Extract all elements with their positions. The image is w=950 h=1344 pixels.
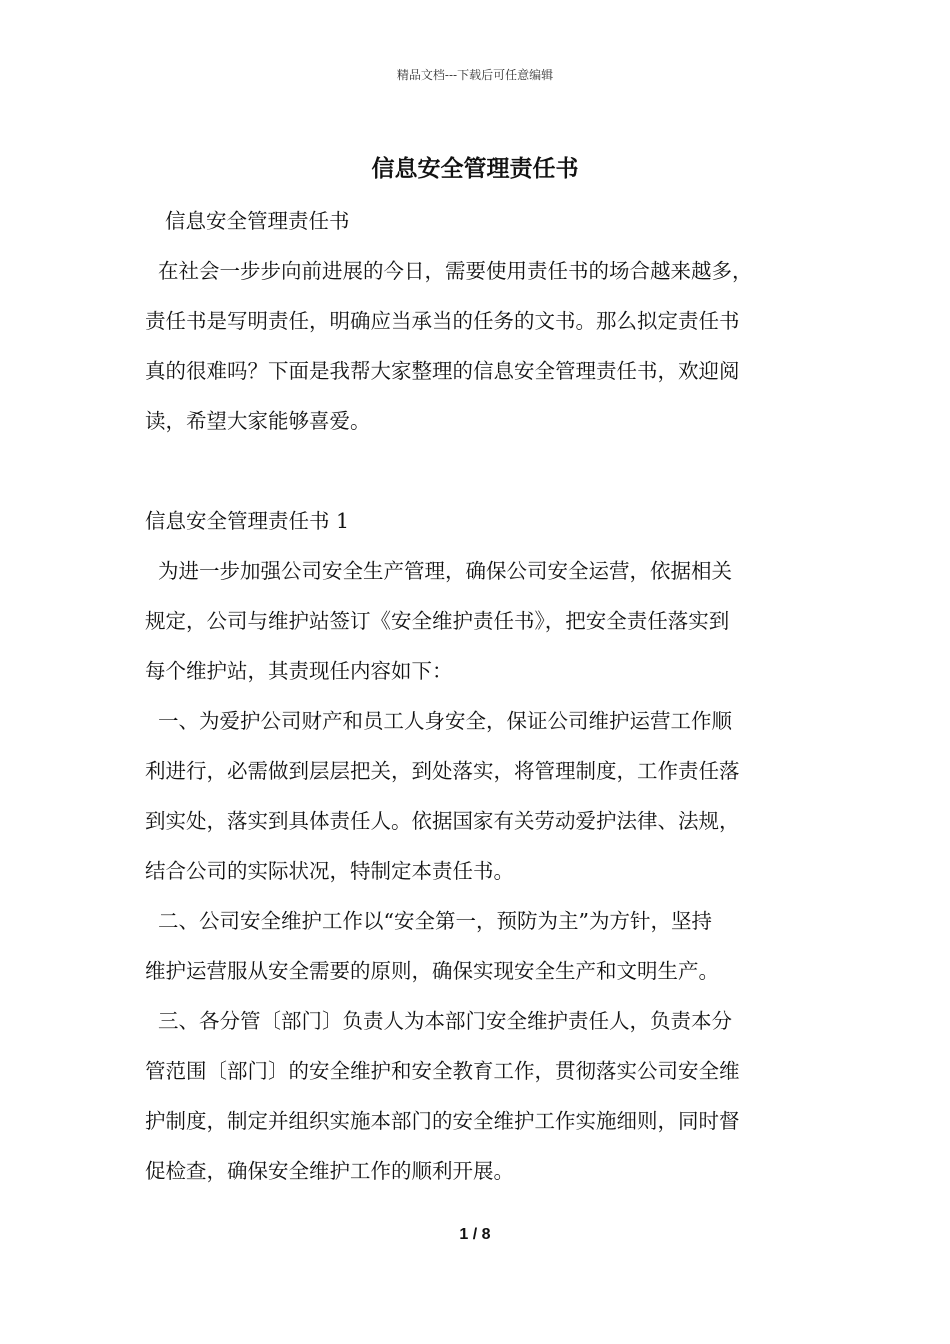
document-title: 信息安全管理责任书 — [371, 155, 579, 182]
text-line: 结合公司的实际状况，特制定本责任书。 — [145, 859, 514, 883]
text-line: 规定，公司与维护站签订《安全维护责任书》，把安全责任落实到 — [145, 609, 730, 633]
text-line: 管范围〔部门〕的安全维护和安全教育工作，贯彻落实公司安全维 — [145, 1059, 740, 1083]
text-line: 三、各分管〔部门〕负责人为本部门安全维护责任人，负责本分 — [145, 1009, 733, 1033]
text-line: 二、公司安全维护工作以“安全第一，预防为主”为方针，坚持 — [145, 909, 712, 933]
text-line: 读，希望大家能够喜爱。 — [145, 409, 371, 433]
intro-paragraph — [145, 246, 835, 446]
text-line: 维护运营服从安全需要的原则，确保实现安全生产和文明生产。 — [145, 959, 719, 983]
text-line: 在社会一步步向前进展的今日，需要使用责任书的场合越来越多， — [145, 259, 753, 283]
section-heading: 信息安全管理责任书 1 — [145, 509, 350, 533]
section-body — [145, 546, 835, 1196]
text-line: 到实处，落实到具体责任人。依据国家有关劳动爱护法律、法规， — [145, 809, 740, 833]
text-line: 利进行，必需做到层层把关，到处落实，将管理制度，工作责任落 — [145, 759, 740, 783]
text-line: 责任书是写明责任，明确应当承当的任务的文书。那么拟定责任书 — [145, 309, 740, 333]
text-line: 一、为爱护公司财产和员工人身安全，保证公司维护运营工作顺 — [145, 709, 733, 733]
text-line: 护制度，制定并组织实施本部门的安全维护工作实施细则，同时督 — [145, 1109, 740, 1133]
document-subtitle: 信息安全管理责任书 — [165, 209, 350, 233]
page-number: 1 / 8 — [459, 1226, 491, 1243]
text-line: 每个维护站，其责现任内容如下： — [145, 659, 453, 683]
text-line: 促检查，确保安全维护工作的顺利开展。 — [145, 1159, 514, 1183]
header-note: 精品文档---下载后可任意编辑 — [396, 68, 554, 82]
text-line: 为进一步加强公司安全生产管理，确保公司安全运营，依据相关 — [145, 559, 733, 583]
text-line: 真的很难吗？下面是我帮大家整理的信息安全管理责任书，欢迎阅 — [145, 359, 740, 383]
